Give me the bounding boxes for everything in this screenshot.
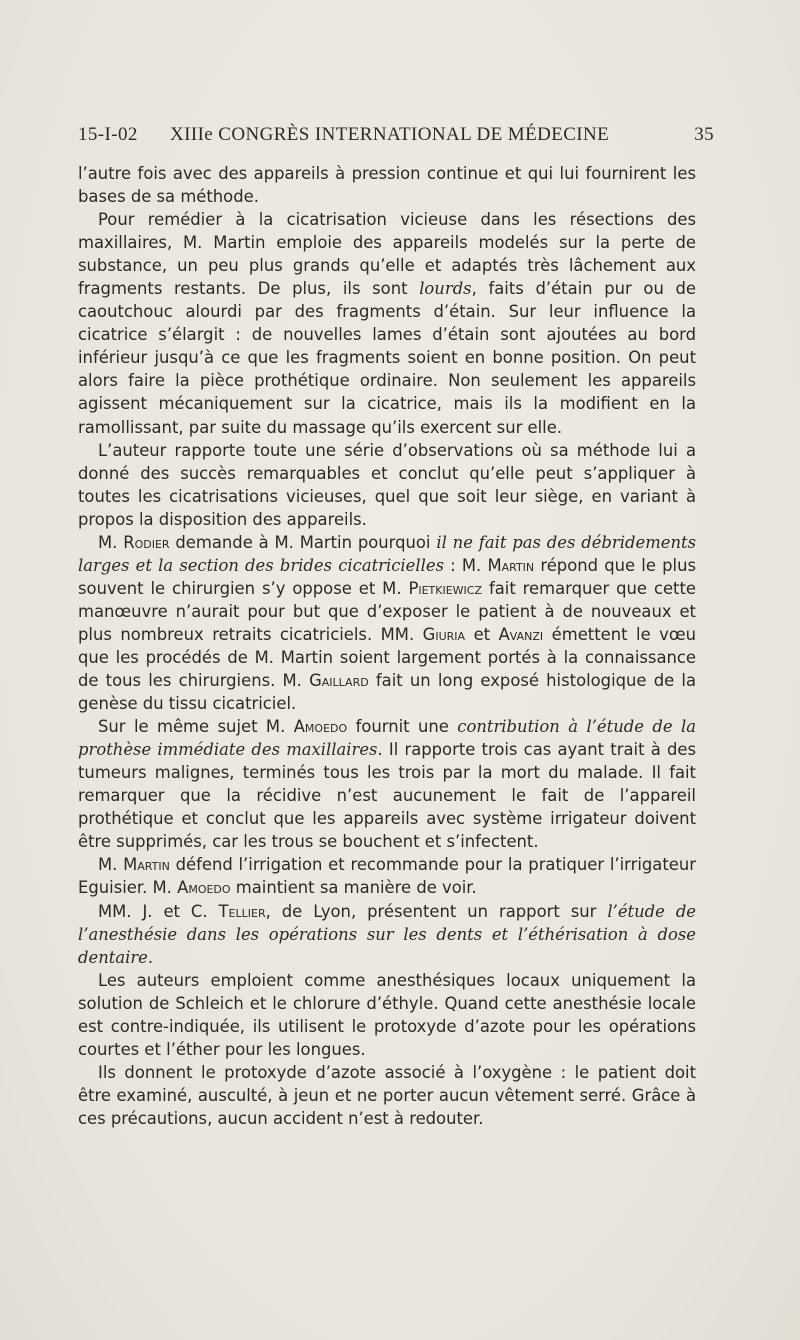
author-name: Martin [487,555,535,575]
page-number: 35 [694,124,714,145]
text-run: , faits d’étain pur ou de caoutchouc alourdi par des fragments d’étain. Sur leur influence la cicatrice s’élargit : de nouvelles lames d’étain sont ajoutées au bord inférieur jusqu’à ce que les fragments soient en bonne position. On peut alors faire la pièce prothétique ordinaire. Non seulement les appareils agissent mécaniquement sur la cicatrice, mais ils la modifient en la ramollissant, par suite du massage qu’ils exercent sur elle. [78,279,696,437]
text-run: . Il rapporte trois cas ayant trait à des tumeurs malignes, terminés tous les trois par la mort du malade. Il fait remarquer que la récidive n’est aucunement le fait de l’appareil prothétique et conclut que les appareils avec système irrigateur doivent être supprimés, car les trous se bouchent et s’infectent. [78,740,696,852]
author-name: Pietkiewicz [408,578,483,598]
text-run: demande à M. Martin pourquoi [169,532,437,552]
text-run: , de Lyon, présentent un rapport sur [265,901,608,921]
author-name: Gaillard [309,671,369,691]
text-run: défend l’irrigation et recommande pour la pratiquer l’irrigateur Eguisier. M. [78,855,696,898]
text-run: Sur le même sujet M. [98,717,294,737]
paragraph [78,439,696,531]
text-run: . [147,947,154,967]
text-run: Pour remédier à la cicatrisation vicieuse dans les résections des maxillaires, M. Martin emploie des appareils modelés sur la perte de substance, un peu plus grands qu’elle et adaptés très lâchement aux fragments restants. De plus, ils sont [78,210,696,299]
paragraph [78,853,696,899]
text-run: L’auteur rapporte toute une série d’observations où sa méthode lui a donné des succès remarquables et conclut qu’elle peut s’appliquer à toutes les cicatrisations vicieuses, quel que soit leur siège, en variant à propos la disposition des appareils. [78,440,696,529]
text-run: M. [98,532,124,552]
text-run: répond que le plus souvent le chirurgien s’y oppose et M. [78,555,696,598]
text-run: Ils donnent le protoxyde d’azote associé à l’oxygène : le patient doit être examiné, ausculté, à jeun et ne porter aucun vêtement serré. Grâce à ces précautions, aucun accident n’est à redouter. [78,1062,696,1128]
author-name: Martin [123,855,170,875]
paragraph [78,1061,696,1130]
author-name: Tellier [218,901,266,921]
author-name: Rodier [123,532,170,552]
text-run: fait remarquer que cette manœuvre n’aurait pour but que d’exposer le patient à de nouveaux et plus nombreux retraits cicatriciels. MM. [78,578,696,644]
header-date: 15-I-02 [78,124,138,145]
italic-text: contribution à l’étude de la prothèse immédiate des maxillaires [78,717,696,760]
text-run: M. [98,855,124,875]
text-run: maintient sa manière de voir. [230,878,477,898]
text-run: Les auteurs emploient comme anesthésiques locaux uniquement la solution de Schleich et le chlorure d’éthyle. Quand cette anesthésie locale est contre-indiquée, ils utilisent le protoxyde d’azote pour les opérations courtes et l’éther pour les longues. [78,970,696,1059]
text-run: fait un long exposé histologique de la genèse du tissu cicatriciel. [78,671,696,714]
paragraph [78,208,696,438]
italic-text: il ne fait pas des débridements larges et la section des brides cicatricielles [78,532,696,575]
paragraph [78,900,696,969]
author-name: Avanzi [498,624,544,644]
text-run: émettent le vœu que les procédés de M. Martin soient largement portés à la connaissance de tous les chirurgiens. M. [78,624,697,691]
author-name: Amoedo [293,717,348,737]
body-text [78,162,696,1130]
author-name: Giuria [422,624,466,644]
paragraph [78,162,696,208]
italic-text: lourds [419,279,472,299]
text-run: fournit une [347,717,458,737]
text-run: MM. J. et C. [98,901,219,921]
text-run: et [465,624,499,644]
paragraph [78,715,696,853]
text-run: l’autre fois avec des appareils à pression continue et qui lui fournirent les bases de sa méthode. [78,164,696,207]
italic-text: l’étude de l’anesthésie dans les opérations sur les dents et l’éthérisation à dose dentaire [78,901,697,967]
running-header [78,124,714,154]
text-run: : M. [443,555,488,575]
paragraph [78,531,696,715]
header-title: XIIIe CONGRÈS INTERNATIONAL DE MÉDECINE [170,124,610,145]
paragraph [78,969,696,1061]
author-name: Amoedo [177,878,231,898]
